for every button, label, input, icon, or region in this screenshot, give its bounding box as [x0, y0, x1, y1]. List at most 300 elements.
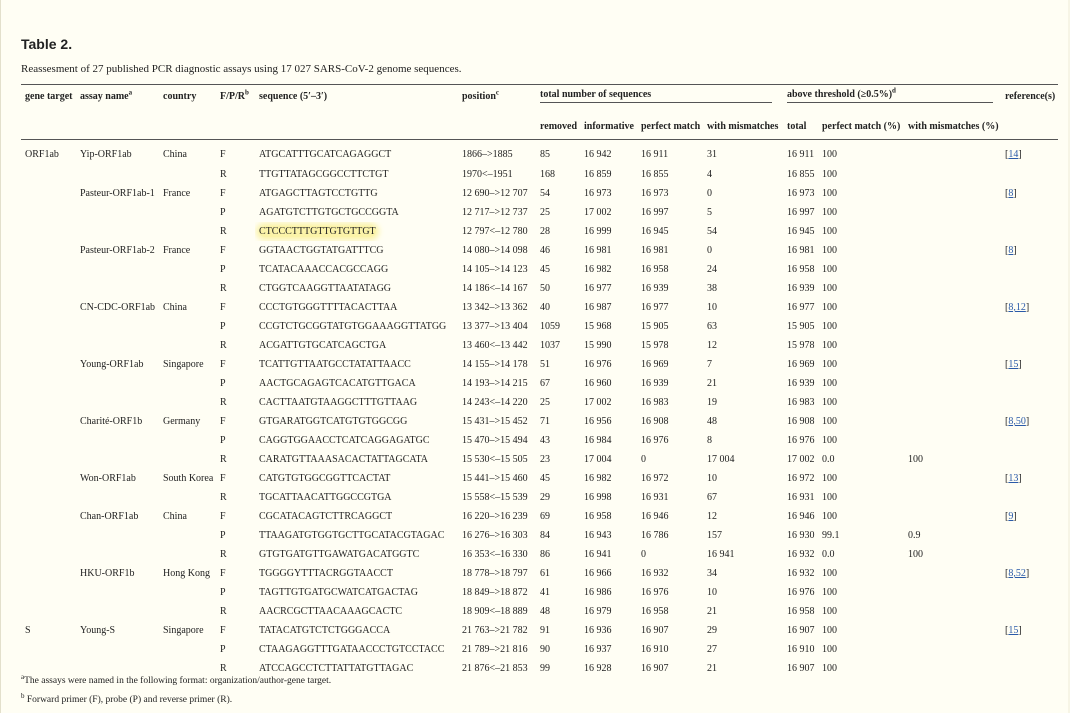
table-row: [21, 279, 1058, 298]
country-cell: [159, 431, 216, 450]
gene-target-cell: [21, 165, 76, 184]
assay-name-cell: [76, 279, 159, 298]
table-row: [21, 621, 1058, 640]
removed-cell: 25: [540, 397, 550, 408]
assay-name-cell: [76, 203, 159, 222]
with-mismatches-cell: 67: [707, 492, 717, 503]
sequence-cell: ATCCAGCCTCTTATTATGTTAGAC: [259, 663, 414, 674]
perfect-match-pct-cell: 100: [822, 245, 837, 256]
gene-target-cell: [21, 241, 76, 260]
header-row-groups: [21, 85, 1058, 108]
removed-cell: 84: [540, 530, 550, 541]
perfect-match-cell: 16 946: [641, 511, 669, 522]
sequence-cell: AACRCGCTTAACAAAGCACTC: [259, 606, 403, 617]
perfect-match-cell: 16 945: [641, 226, 669, 237]
country-cell: [159, 203, 216, 222]
removed-cell: 91: [540, 625, 550, 636]
total-cell: 16 908: [787, 416, 815, 427]
perfect-match-pct-cell: 100: [822, 226, 837, 237]
reference-link[interactable]: 8,52: [1008, 568, 1026, 579]
with-mismatches-cell: 7: [707, 359, 712, 370]
perfect-match-pct-cell: 100: [822, 378, 837, 389]
reference-link[interactable]: 9: [1008, 511, 1014, 522]
table-row: [21, 336, 1058, 355]
perfect-match-cell: 16 939: [641, 283, 669, 294]
informative-cell: 16 982: [584, 473, 612, 484]
with-mismatches-pct-cell: [904, 659, 1001, 678]
country-cell: [159, 279, 216, 298]
removed-cell: 1059: [540, 321, 560, 332]
country-cell: France: [163, 188, 191, 199]
assay-name-cell: [76, 488, 159, 507]
with-mismatches-pct-cell: [904, 140, 1001, 166]
gene-target-cell: [21, 336, 76, 355]
perfect-match-cell: 0: [641, 549, 646, 560]
gene-target-cell: [21, 564, 76, 583]
informative-cell: 16 936: [584, 625, 612, 636]
fpr-cell: P: [220, 207, 226, 218]
with-mismatches-cell: 8: [707, 435, 712, 446]
perfect-match-pct-cell: 100: [822, 359, 837, 370]
gene-target-cell: [21, 583, 76, 602]
position-cell: 12 717–>12 737: [462, 207, 528, 218]
table-row: [21, 488, 1058, 507]
perfect-match-cell: 16 972: [641, 473, 669, 484]
informative-cell: 16 976: [584, 359, 612, 370]
with-mismatches-pct-cell: [904, 222, 1001, 241]
gene-target-cell: [21, 279, 76, 298]
removed-cell: 28: [540, 226, 550, 237]
assay-name-cell: [76, 526, 159, 545]
position-cell: 15 558<–15 539: [462, 492, 528, 503]
with-mismatches-pct-cell: [904, 374, 1001, 393]
removed-cell: 50: [540, 283, 550, 294]
sequence-cell: CCCTGTGGGTTTTACACTTAA: [259, 302, 398, 313]
country-cell: [159, 450, 216, 469]
perfect-match-pct-cell: 100: [822, 321, 837, 332]
gene-target-cell: [21, 431, 76, 450]
informative-cell: 16 999: [584, 226, 612, 237]
fpr-cell: F: [220, 511, 226, 522]
with-mismatches-cell: 12: [707, 340, 717, 351]
country-cell: [159, 545, 216, 564]
sequence-cell: TATACATGTCTCTGGGACCA: [259, 625, 391, 636]
reference-cell: [1001, 526, 1058, 545]
reference-link[interactable]: 15: [1008, 625, 1019, 636]
reference-cell: [8,12]: [1005, 302, 1030, 313]
sequence-cell: CGCATACAGTCTTRCAGGCT: [259, 511, 393, 522]
with-mismatches-cell: 31: [707, 149, 717, 160]
assay-name-cell: [76, 260, 159, 279]
fpr-cell: R: [220, 283, 227, 294]
fpr-cell: R: [220, 340, 227, 351]
header-with-mismatches-pct: with mismatches (%): [904, 107, 1001, 140]
reference-link[interactable]: 13: [1008, 473, 1019, 484]
header-assay-name: assay name$^a$: [76, 85, 159, 108]
total-cell: 16 910: [787, 644, 815, 655]
perfect-match-cell: 16 939: [641, 378, 669, 389]
perfect-match-pct-cell: 100: [822, 264, 837, 275]
perfect-match-pct-cell: 100: [822, 511, 837, 522]
with-mismatches-cell: 0: [707, 188, 712, 199]
sequence-cell: AACTGCAGAGTCACATGTTGACA: [259, 378, 416, 389]
removed-cell: 71: [540, 416, 550, 427]
position-cell: 18 909<–18 889: [462, 606, 528, 617]
removed-cell: 45: [540, 264, 550, 275]
perfect-match-cell: 16 855: [641, 169, 669, 180]
fpr-cell: P: [220, 587, 226, 598]
header-references: reference(s): [1001, 85, 1058, 108]
reference-cell: [8]: [1005, 245, 1017, 256]
removed-cell: 67: [540, 378, 550, 389]
perfect-match-pct-cell: 100: [822, 169, 837, 180]
country-cell: [159, 393, 216, 412]
sequence-cell: AGATGTCTTGTGCTGCCGGTA: [259, 207, 399, 218]
fpr-cell: F: [220, 245, 226, 256]
removed-cell: 54: [540, 188, 550, 199]
informative-cell: 16 984: [584, 435, 612, 446]
position-cell: 12 797<–12 780: [462, 226, 528, 237]
country-cell: [159, 640, 216, 659]
country-cell: China: [163, 149, 187, 160]
with-mismatches-pct-cell: 100: [908, 549, 923, 560]
with-mismatches-pct-cell: [904, 640, 1001, 659]
perfect-match-pct-cell: 100: [822, 416, 837, 427]
with-mismatches-pct-cell: [904, 317, 1001, 336]
position-cell: 16 276–>16 303: [462, 530, 528, 541]
informative-cell: 17 004: [584, 454, 612, 465]
fpr-cell: R: [220, 606, 227, 617]
position-cell: 16 353<–16 330: [462, 549, 528, 560]
total-cell: 16 977: [787, 302, 815, 313]
sequence-cell: [255, 222, 458, 241]
reference-link[interactable]: 8: [1008, 188, 1014, 199]
with-mismatches-pct-cell: [904, 260, 1001, 279]
country-cell: [159, 602, 216, 621]
perfect-match-cell: 16 958: [641, 264, 669, 275]
table-row: [21, 374, 1058, 393]
total-cell: 16 946: [787, 511, 815, 522]
gene-target-cell: [21, 203, 76, 222]
table-row: [21, 241, 1058, 260]
table-row: [21, 564, 1058, 583]
perfect-match-pct-cell: 100: [822, 587, 837, 598]
table-row: [21, 526, 1058, 545]
with-mismatches-cell: 21: [707, 663, 717, 674]
perfect-match-cell: 16 907: [641, 625, 669, 636]
position-cell: 15 470–>15 494: [462, 435, 528, 446]
perfect-match-pct-cell: 100: [822, 644, 837, 655]
table-row: [21, 222, 1058, 241]
position-cell: 14 186<–14 167: [462, 283, 528, 294]
table-row: [21, 140, 1058, 166]
sequence-cell: CCGTCTGCGGTATGTGGAAAGGTTATGG: [259, 321, 447, 332]
footnote-a: $^a$The assays were named in the following format: organization/author-gene target.: [21, 672, 332, 686]
sequence-cell: ACGATTGTGCATCAGCTGA: [259, 340, 387, 351]
reference-link[interactable]: 15: [1008, 359, 1019, 370]
table-row: [21, 355, 1058, 374]
header-country: country: [159, 85, 216, 108]
header-perfect-match: perfect match: [637, 107, 703, 140]
total-cell: 16 930: [787, 530, 815, 541]
reference-link[interactable]: 14: [1008, 149, 1019, 160]
reference-cell: [1001, 317, 1058, 336]
removed-cell: 23: [540, 454, 550, 465]
removed-cell: 25: [540, 207, 550, 218]
table-row: [21, 545, 1058, 564]
fpr-cell: R: [220, 492, 227, 503]
sequence-cell: GGTAACTGGTATGATTTCG: [259, 245, 384, 256]
assay-name-cell: [76, 602, 159, 621]
assay-name-cell: Young-ORF1ab: [80, 359, 144, 370]
with-mismatches-cell: 24: [707, 264, 717, 275]
perfect-match-pct-cell: 100: [822, 207, 837, 218]
table-row: [21, 165, 1058, 184]
total-cell: 16 983: [787, 397, 815, 408]
sequence-cell: TGGGGYTTTACRGGTAACCT: [259, 568, 393, 579]
with-mismatches-pct-cell: [904, 583, 1001, 602]
assay-name-cell: [76, 431, 159, 450]
informative-cell: 16 928: [584, 663, 612, 674]
with-mismatches-cell: 5: [707, 207, 712, 218]
perfect-match-pct-cell: 100: [822, 663, 837, 674]
perfect-match-cell: 16 976: [641, 435, 669, 446]
gene-target-cell: [21, 526, 76, 545]
perfect-match-pct-cell: 100: [822, 397, 837, 408]
assay-name-cell: Pasteur-ORF1ab-2: [80, 245, 155, 256]
perfect-match-cell: 16 973: [641, 188, 669, 199]
perfect-match-cell: 0: [641, 454, 646, 465]
reference-cell: [13]: [1005, 473, 1022, 484]
gene-target-cell: [21, 412, 76, 431]
gene-target-cell: [21, 469, 76, 488]
country-cell: Singapore: [163, 359, 204, 370]
with-mismatches-cell: 157: [707, 530, 722, 541]
sequence-cell: CTAAGAGGTTTGATAACCCTGTCCTACC: [259, 644, 445, 655]
with-mismatches-cell: 34: [707, 568, 717, 579]
gene-target-cell: S: [25, 625, 31, 636]
sequence-cell: CACTTAATGTAAGGCTTTGTTAAG: [259, 397, 418, 408]
perfect-match-cell: 16 976: [641, 587, 669, 598]
total-cell: 16 907: [787, 663, 815, 674]
informative-cell: 16 859: [584, 169, 612, 180]
position-cell: 1970<–1951: [462, 169, 513, 180]
table-row: [21, 184, 1058, 203]
table-row: [21, 507, 1058, 526]
perfect-match-pct-cell: 100: [822, 340, 837, 351]
informative-cell: 16 966: [584, 568, 612, 579]
with-mismatches-cell: 12: [707, 511, 717, 522]
total-cell: 15 978: [787, 340, 815, 351]
informative-cell: 16 937: [584, 644, 612, 655]
informative-cell: 16 982: [584, 264, 612, 275]
informative-cell: 16 986: [584, 587, 612, 598]
reference-cell: [1001, 545, 1058, 564]
with-mismatches-pct-cell: [904, 203, 1001, 222]
reference-cell: [1001, 488, 1058, 507]
header-row-columns: [21, 107, 1058, 140]
header-above-group: above threshold (≥0.5%)$^d$: [783, 85, 1001, 108]
perfect-match-pct-cell: 100: [822, 302, 837, 313]
sequence-cell: CATGTGTGGCGGTTCACTAT: [259, 473, 391, 484]
with-mismatches-pct-cell: [904, 602, 1001, 621]
assay-table: [21, 84, 1058, 678]
position-cell: 15 431–>15 452: [462, 416, 528, 427]
country-cell: [159, 336, 216, 355]
position-cell: 21 876<–21 853: [462, 663, 528, 674]
perfect-match-cell: 16 907: [641, 663, 669, 674]
assay-name-cell: CN-CDC-ORF1ab: [80, 302, 156, 313]
assay-name-cell: Young-S: [80, 625, 116, 636]
perfect-match-cell: 16 911: [641, 149, 669, 160]
fpr-cell: P: [220, 530, 226, 541]
with-mismatches-pct-cell: [904, 165, 1001, 184]
with-mismatches-pct-cell: [904, 488, 1001, 507]
with-mismatches-pct-cell: [904, 241, 1001, 260]
perfect-match-cell: 16 932: [641, 568, 669, 579]
with-mismatches-cell: 27: [707, 644, 717, 655]
country-cell: China: [163, 511, 187, 522]
with-mismatches-pct-cell: [904, 184, 1001, 203]
reference-cell: [1001, 393, 1058, 412]
total-cell: 16 958: [787, 264, 815, 275]
fpr-cell: P: [220, 264, 226, 275]
table-row: [21, 317, 1058, 336]
reference-cell: [8]: [1005, 188, 1017, 199]
sequence-cell: TTGTTATAGCGGCCTTCTGT: [259, 169, 389, 180]
total-cell: 16 939: [787, 378, 815, 389]
gene-target-cell: [21, 355, 76, 374]
assay-name-cell: Pasteur-ORF1ab-1: [80, 188, 155, 199]
position-cell: 15 441–>15 460: [462, 473, 528, 484]
header-sequence: sequence (5′–3′): [255, 85, 458, 108]
assay-name-cell: [76, 336, 159, 355]
assay-name-cell: [76, 450, 159, 469]
fpr-cell: P: [220, 644, 226, 655]
reference-link[interactable]: 8,12: [1008, 302, 1026, 313]
sequence-cell: GTGTGATGTTGAWATGACATGGTC: [259, 549, 420, 560]
position-cell: 14 155–>14 178: [462, 359, 528, 370]
position-cell: 14 193–>14 215: [462, 378, 528, 389]
total-cell: 16 997: [787, 207, 815, 218]
with-mismatches-cell: 10: [707, 302, 717, 313]
perfect-match-pct-cell: 100: [822, 435, 837, 446]
reference-cell: [1001, 222, 1058, 241]
sequence-cell: CTGGTCAAGGTTAATATAGG: [259, 283, 392, 294]
informative-cell: 16 987: [584, 302, 612, 313]
total-cell: 16 945: [787, 226, 815, 237]
fpr-cell: F: [220, 149, 226, 160]
removed-cell: 69: [540, 511, 550, 522]
removed-cell: 41: [540, 587, 550, 598]
with-mismatches-cell: 17 004: [707, 454, 735, 465]
total-cell: 16 939: [787, 283, 815, 294]
country-cell: South Korea: [163, 473, 214, 484]
fpr-cell: R: [220, 663, 227, 674]
with-mismatches-pct-cell: [904, 298, 1001, 317]
assay-name-cell: [76, 583, 159, 602]
table-row: [21, 583, 1058, 602]
footnote-b: $^b$ Forward primer (F), probe (P) and reverse primer (R).: [21, 691, 233, 705]
perfect-match-pct-cell: 100: [822, 492, 837, 503]
country-cell: [159, 222, 216, 241]
informative-cell: 15 990: [584, 340, 612, 351]
reference-link[interactable]: 8: [1008, 245, 1014, 256]
reference-link[interactable]: 8,50: [1008, 416, 1026, 427]
removed-cell: 51: [540, 359, 550, 370]
informative-cell: 17 002: [584, 207, 612, 218]
table-body: [21, 140, 1058, 679]
fpr-cell: F: [220, 188, 226, 199]
reference-cell: [1001, 659, 1058, 678]
informative-cell: 16 942: [584, 149, 612, 160]
with-mismatches-pct-cell: 0.9: [908, 530, 921, 541]
removed-cell: 99: [540, 663, 550, 674]
position-cell: 15 530<–15 505: [462, 454, 528, 465]
fpr-cell: F: [220, 302, 226, 313]
country-cell: [159, 583, 216, 602]
reference-cell: [9]: [1005, 511, 1017, 522]
reference-cell: [1001, 602, 1058, 621]
table-row: [21, 393, 1058, 412]
assay-name-cell: [76, 545, 159, 564]
removed-cell: 61: [540, 568, 550, 579]
gene-target-cell: [21, 602, 76, 621]
with-mismatches-cell: 54: [707, 226, 717, 237]
removed-cell: 85: [540, 149, 550, 160]
position-cell: 12 690–>12 707: [462, 188, 528, 199]
perfect-match-cell: 16 910: [641, 644, 669, 655]
header-with-mismatches: with mismatches: [703, 107, 783, 140]
header-total-group: total number of sequences: [536, 85, 783, 108]
with-mismatches-cell: 29: [707, 625, 717, 636]
gene-target-cell: [21, 222, 76, 241]
sequence-cell: ATGAGCTTAGTCCTGTTG: [259, 188, 378, 199]
country-cell: [159, 526, 216, 545]
fpr-cell: P: [220, 321, 226, 332]
removed-cell: 40: [540, 302, 550, 313]
fpr-cell: F: [220, 416, 226, 427]
with-mismatches-cell: 16 941: [707, 549, 735, 560]
informative-cell: 15 968: [584, 321, 612, 332]
reference-cell: [1001, 583, 1058, 602]
fpr-cell: F: [220, 568, 226, 579]
assay-name-cell: [76, 640, 159, 659]
with-mismatches-pct-cell: [904, 336, 1001, 355]
header-gene-target: gene target: [21, 85, 76, 108]
removed-cell: 29: [540, 492, 550, 503]
perfect-match-cell: 16 983: [641, 397, 669, 408]
perfect-match-cell: 16 931: [641, 492, 669, 503]
assay-name-cell: Charité-ORF1b: [80, 416, 143, 427]
gene-target-cell: [21, 298, 76, 317]
with-mismatches-cell: 21: [707, 378, 717, 389]
reference-cell: [8,50]: [1005, 416, 1030, 427]
gene-target-cell: [21, 374, 76, 393]
table-row: [21, 450, 1058, 469]
perfect-match-cell: 15 905: [641, 321, 669, 332]
total-cell: 16 932: [787, 568, 815, 579]
reference-cell: [15]: [1005, 625, 1022, 636]
country-cell: Germany: [163, 416, 201, 427]
with-mismatches-cell: 21: [707, 606, 717, 617]
reference-cell: [1001, 203, 1058, 222]
informative-cell: 16 973: [584, 188, 612, 199]
position-cell: 13 377–>13 404: [462, 321, 528, 332]
reference-cell: [8,52]: [1005, 568, 1030, 579]
reference-cell: [1001, 260, 1058, 279]
assay-name-cell: Won-ORF1ab: [80, 473, 136, 484]
